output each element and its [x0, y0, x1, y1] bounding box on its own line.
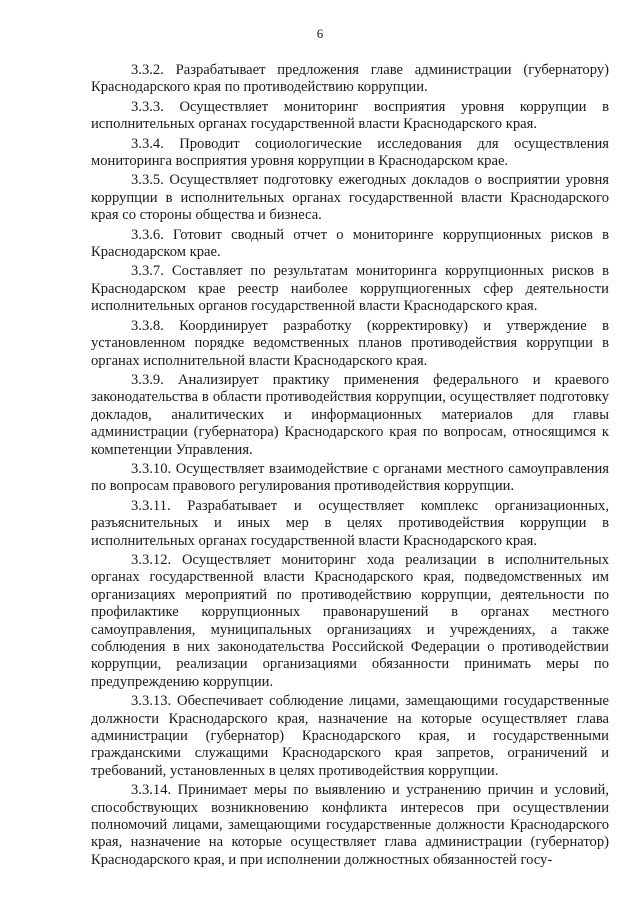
paragraph-3-3-2: 3.3.2. Разрабатывает предложения главе администрации (губернатору) Краснодарского края по противодействию коррупции. — [91, 62, 609, 96]
paragraph-3-3-11: 3.3.11. Разрабатывает и осуществляет комплекс организационных, разъяснительных и иных мер в целях противодействия коррупции в исполнительных органах государственной власти Краснодарского края. — [91, 497, 609, 549]
paragraph-3-3-3: 3.3.3. Осуществляет мониторинг восприятия уровня коррупции в исполнительных органах государственной власти Краснодарского края. — [91, 98, 609, 133]
paragraph-3-3-4: 3.3.4. Проводит социологические исследования для осуществления мониторинга восприятия уровня коррупции в Краснодарском крае. — [91, 135, 609, 170]
paragraph-3-3-6: 3.3.6. Готовит сводный отчет о мониторинге коррупционных рисков в Краснодарском крае. — [91, 226, 609, 261]
paragraph-3-3-14: 3.3.14. Принимает меры по выявлению и устранению причин и условий, способствующих возникновению конфликта интересов при осуществлении полномочий лицами, замещающими государственные должности Краснодарского края, назначение на которые осуществляет глава администрации (губернатор) Краснодарского края, и при исполнении должностных обязанностей госу- — [91, 782, 609, 868]
paragraph-3-3-10: 3.3.10. Осуществляет взаимодействие с органами местного самоуправления по вопросам правового регулирования противодействия коррупции. — [91, 460, 609, 495]
paragraph-3-3-8: 3.3.8. Координирует разработку (корректировку) и утверждение в установленном порядке ведомственных планов противодействия коррупции в органах исполнительной власти Краснодарского края. — [91, 317, 609, 369]
document-body — [91, 62, 609, 871]
page-number: 6 — [316, 26, 324, 41]
paragraph-3-3-12: 3.3.12. Осуществляет мониторинг хода реализации в исполнительных органах государственной власти Краснодарского края, подведомственных им организациях мероприятий по противодействию коррупции, деятельности по профилактике коррупционных правонарушений в органах местного самоуправления, муниципальных организациях и учреждениях, а также соблюдения в них законодательства Российской Федерации о противодействии коррупции, реализации организациями обязанности принимать меры по предупреждению коррупции. — [91, 551, 609, 690]
paragraph-3-3-9: 3.3.9. Анализирует практику применения федерального и краевого законодательства в области противодействия коррупции, осуществляет подготовку докладов, аналитических и информационных материалов для главы администрации (губернатора) Краснодарского края по вопросам, относящимся к компетенции Управления. — [91, 371, 609, 458]
paragraph-3-3-5: 3.3.5. Осуществляет подготовку ежегодных докладов о восприятии уровня коррупции в исполнительных органах государственной власти Краснодарского края со стороны общества и бизнеса. — [91, 172, 609, 224]
paragraph-3-3-7: 3.3.7. Составляет по результатам мониторинга коррупционных рисков в Краснодарском крае реестр наиболее коррупциогенных сфер деятельности исполнительных органов государственной власти Краснодарского края. — [91, 263, 609, 315]
paragraph-3-3-13: 3.3.13. Обеспечивает соблюдение лицами, замещающими государственные должности Краснодарского края, назначение на которые осуществляет глава администрации (губернатор) Краснодарского края, и государственными гражданскими служащими Краснодарского края запретов, ограничений и требований, установленных в целях противодействия коррупции. — [91, 693, 609, 779]
